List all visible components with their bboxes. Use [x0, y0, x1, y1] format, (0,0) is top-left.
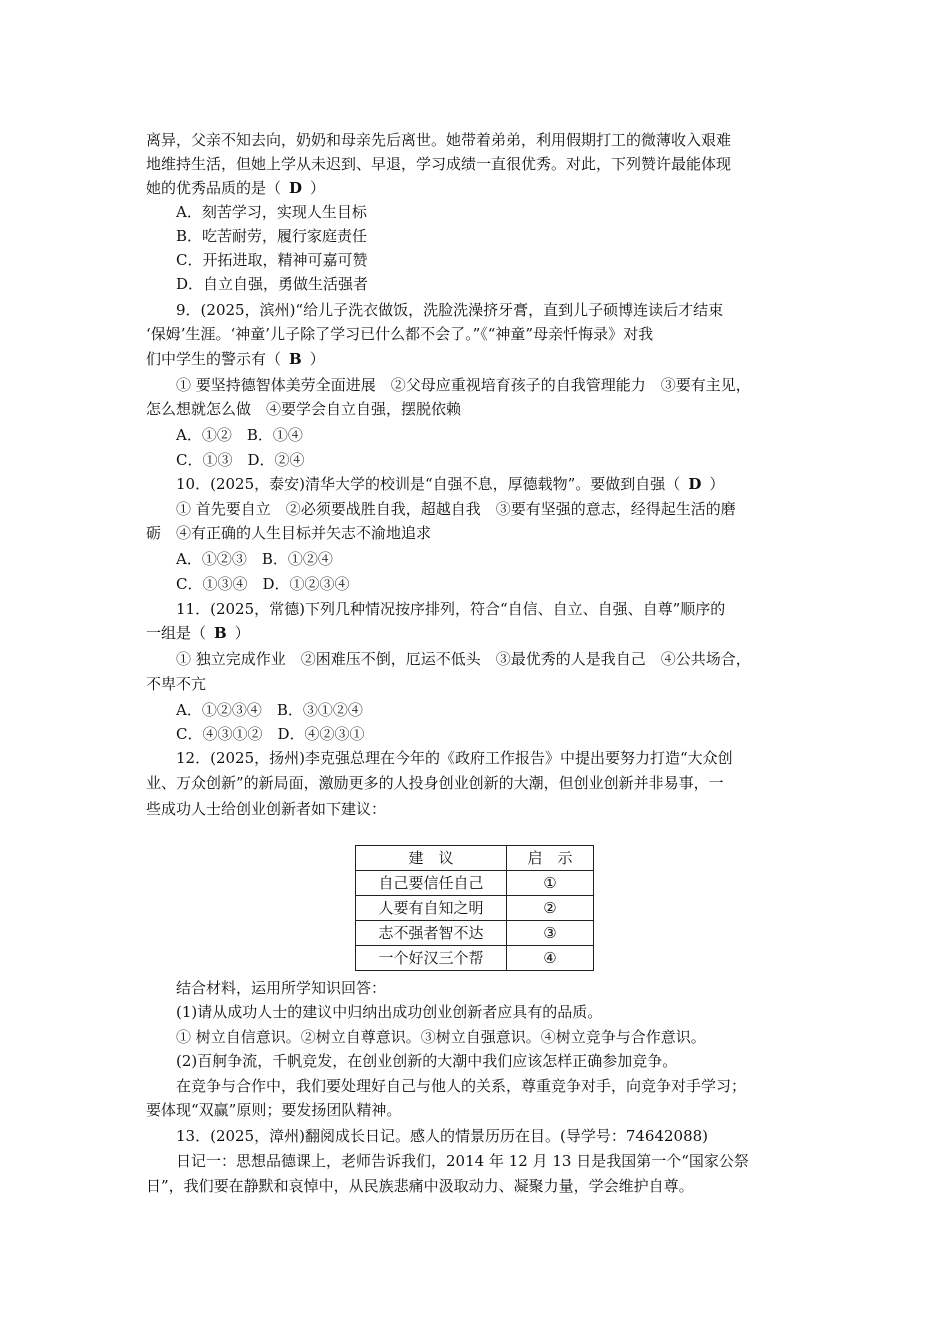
table-header-advice: 建 议 — [356, 846, 507, 871]
table-cell-advice: 志不强者智不达 — [356, 921, 507, 946]
q10-stem — [176, 472, 810, 496]
q11-options-ab: A．①②③④ B．③①②④ — [176, 701, 363, 719]
q12-stem-line-2: 业、万众创新”的新局面，激励更多的人投身创业创新的大潮，但创业创新并非易事，一 — [146, 774, 724, 792]
table-cell-insight: ① — [507, 871, 594, 896]
table-header-insight: 启 示 — [507, 846, 594, 871]
table-cell-advice: 人要有自知之明 — [356, 896, 507, 921]
q11-options-cd: C．④③①② D．④②③① — [176, 725, 365, 743]
q13-diary-line-1: 日记一：思想品德课上，老师告诉我们，2014 年 12 月 13 日是我国第一个“国家公祭 — [176, 1152, 749, 1170]
q12-subquestion-1: (1)请从成功人士的建议中归纳出成功创业创新者应具有的品质。 — [176, 1003, 603, 1021]
q12-stem-line-1: 12．(2025，扬州)李克强总理在今年的《政府工作报告》中提出要努力打造“大众创 — [176, 749, 733, 767]
advice-table — [355, 845, 594, 971]
q9-answer: B — [289, 350, 302, 368]
q8-stem-line-1: 离异，父亲不知去向，奶奶和母亲先后离世。她带着弟弟，利用假期打工的微薄收入艰难 — [146, 131, 732, 149]
q10-stem-text: 10．(2025，泰安)清华大学的校训是“自强不息，厚德载物”。要做到自强（ — [176, 475, 681, 493]
q9-options-cd: C．①③ D．②④ — [176, 451, 305, 469]
table-row — [356, 896, 594, 921]
q8-option-b: B．吃苦耐劳，履行家庭责任 — [176, 227, 368, 245]
close-paren: ） — [709, 475, 725, 493]
q9-statements-line-2: 怎么想就怎么做 ④要学会自立自强，摆脱依赖 — [146, 400, 462, 418]
q8-answer: D — [289, 179, 303, 197]
table-cell-advice: 自己要信任自己 — [356, 871, 507, 896]
q12-stem-line-3: 些成功人士给创业创新者如下建议： — [146, 800, 387, 818]
q9-options-ab: A．①② B．①④ — [176, 426, 303, 444]
q11-answer: B — [214, 624, 227, 642]
q12-instruction: 结合材料，运用所学知识回答： — [176, 979, 387, 997]
q13-diary-line-2: 日”，我们要在静默和哀悼中，从民族悲痛中汲取动力、凝聚力量，学会维护自尊。 — [146, 1177, 694, 1195]
close-paren: ） — [234, 624, 250, 642]
q12-subquestion-2: (2)百舸争流，千帆竞发，在创业创新的大潮中我们应该怎样正确参加竞争。 — [176, 1052, 678, 1070]
table-row — [356, 946, 594, 971]
q13-stem: 13．(2025，漳州)翻阅成长日记。感人的情景历历在目。(导学号：74642088) — [176, 1127, 709, 1145]
q10-statements-line-2: 砺 ④有正确的人生目标并矢志不渝地追求 — [146, 524, 432, 542]
q9-stem-line-2: ‘保姆’生涯。‘神童’儿子除了学习已什么都不会了。”《“神童”母亲忏悔录》对我 — [146, 325, 654, 343]
q11-stem-text: 一组是（ — [146, 624, 207, 642]
q8-option-a: A．刻苦学习，实现人生目标 — [176, 203, 367, 221]
q9-statements-line-1: ① 要坚持德智体美劳全面进展 ②父母应重视培育孩子的自我管理能力 ③要有主见， — [176, 376, 751, 394]
q8-stem-line-3 — [146, 176, 810, 200]
table-row — [356, 871, 594, 896]
q9-stem-line-3 — [146, 347, 810, 371]
q8-stem-text: 她的优秀品质的是（ — [146, 179, 282, 197]
close-paren: ） — [309, 350, 325, 368]
table-cell-insight: ③ — [507, 921, 594, 946]
q12-answer-2-line-1: 在竞争与合作中，我们要处理好自己与他人的关系，尊重竞争对手，向竞争对手学习； — [176, 1077, 747, 1095]
q8-option-c: C．开拓进取，精神可嘉可赞 — [176, 251, 368, 269]
q11-statements-line-2: 不卑不亢 — [146, 675, 207, 693]
q10-statements-line-1: ① 首先要自立 ②必须要战胜自我，超越自我 ③要有坚强的意志，经得起生活的磨 — [176, 500, 736, 518]
q12-answer-1: ① 树立自信意识。②树立自尊意识。③树立自强意识。④树立竞争与合作意识。 — [176, 1028, 706, 1046]
table-header-row — [356, 846, 594, 871]
q8-stem-line-2: 地维持生活，但她上学从未迟到、早退，学习成绩一直很优秀。对此，下列赞许最能体现 — [146, 155, 732, 173]
q10-options-ab: A．①②③ B．①②④ — [176, 550, 333, 568]
close-paren: ） — [310, 179, 326, 197]
q10-options-cd: C．①③④ D．①②③④ — [176, 575, 350, 593]
q11-stem-line-2 — [146, 621, 810, 645]
q9-stem-text: 们中学生的警示有（ — [146, 350, 282, 368]
q11-stem-line-1: 11．(2025，常德)下列几种情况按序排列，符合“自信、自立、自强、自尊”顺序的 — [176, 600, 726, 618]
table-cell-insight: ④ — [507, 946, 594, 971]
table-cell-insight: ② — [507, 896, 594, 921]
q9-stem-line-1: 9．(2025，滨州)“给儿子洗衣做饭，洗脸洗澡挤牙膏，直到儿子硕博连读后才结束 — [176, 301, 724, 319]
q10-answer: D — [688, 475, 702, 493]
q12-answer-2-line-2: 要体现“双赢”原则；要发扬团队精神。 — [146, 1101, 402, 1119]
table-row — [356, 921, 594, 946]
table-cell-advice: 一个好汉三个帮 — [356, 946, 507, 971]
q8-option-d: D．自立自强，勇做生活强者 — [176, 275, 369, 293]
q11-statements-line-1: ① 独立完成作业 ②困难压不倒，厄运不低头 ③最优秀的人是我自己 ④公共场合， — [176, 650, 751, 668]
